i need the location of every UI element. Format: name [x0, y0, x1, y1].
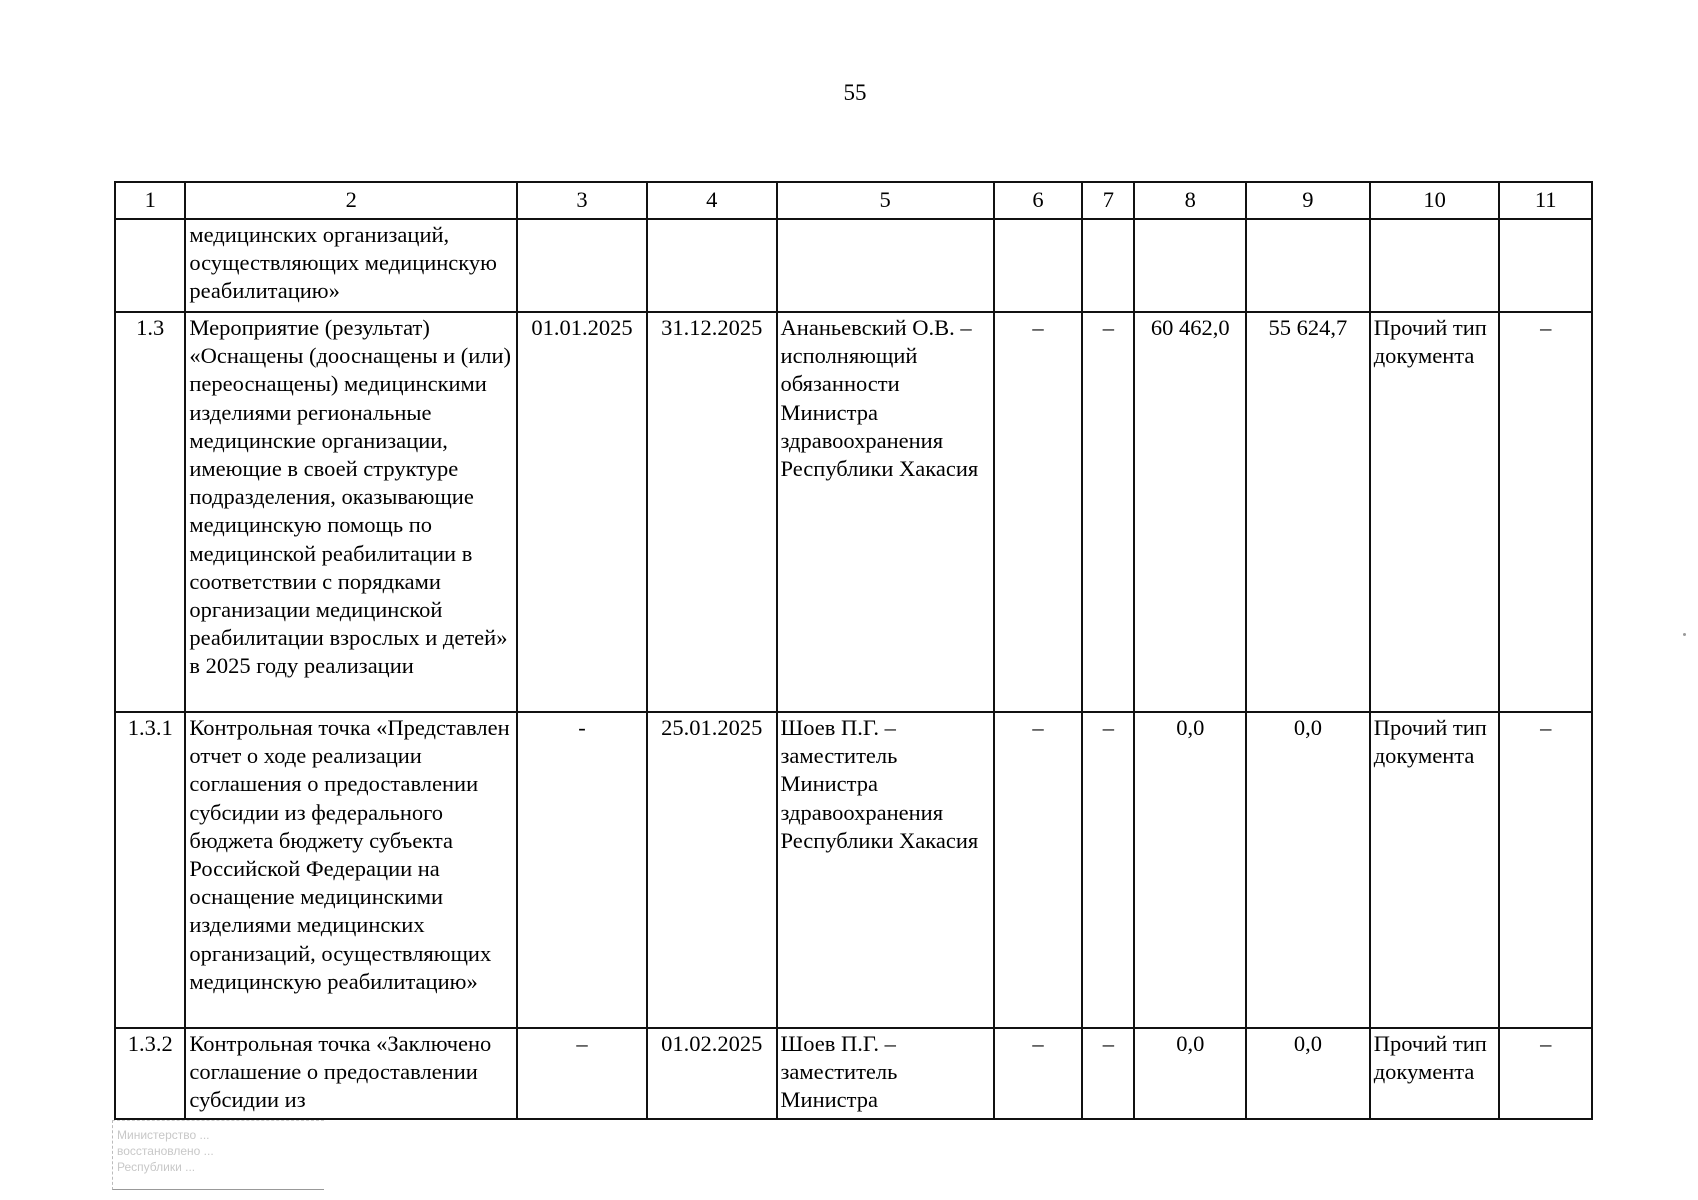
row-number: 1.3.1	[115, 712, 185, 1028]
row-doc-type: Прочий тип документа	[1370, 1028, 1500, 1119]
row-col7: –	[1082, 1028, 1134, 1119]
header-row	[115, 182, 1592, 219]
row-responsible: Шоев П.Г. – заместитель Министра	[777, 1028, 994, 1119]
row-name: Контрольная точка «Представлен отчет о ходе реализации соглашения о предоставлении субсидии из федерального бюджета бюджету субъекта Российской Федерации на оснащение медицинскими изделиями медицинских организаций, осуществляющих медицинскую реабилитацию»	[185, 712, 517, 1028]
row-doc-type: Прочий тип документа	[1370, 312, 1500, 712]
row-col9: 0,0	[1246, 1028, 1370, 1119]
header-cell: 11	[1499, 182, 1592, 219]
row-number	[115, 219, 185, 312]
table-row	[115, 219, 1592, 312]
row-col8: 0,0	[1134, 1028, 1246, 1119]
faded-stamp	[112, 1120, 324, 1190]
row-doc-type	[1370, 219, 1500, 312]
row-responsible: Ананьевский О.В. – исполняющий обязанности Министра здравоохранения Республики Хакасия	[777, 312, 994, 712]
row-col8: 60 462,0	[1134, 312, 1246, 712]
row-col11: –	[1499, 1028, 1592, 1119]
stamp-line: Республики ...	[117, 1160, 196, 1174]
row-col9: 55 624,7	[1246, 312, 1370, 712]
header-cell: 3	[517, 182, 647, 219]
scan-speck	[1683, 633, 1686, 636]
events-table	[114, 181, 1593, 1120]
row-col11: –	[1499, 312, 1592, 712]
header-cell: 9	[1246, 182, 1370, 219]
row-name: медицинских организаций, осуществляющих медицинскую реабилитацию»	[185, 219, 517, 312]
table-row	[115, 1028, 1592, 1119]
row-col7: –	[1082, 312, 1134, 712]
row-responsible: Шоев П.Г. – заместитель Министра здравоохранения Республики Хакасия	[777, 712, 994, 1028]
header-cell: 8	[1134, 182, 1246, 219]
header-cell: 1	[115, 182, 185, 219]
row-col7: –	[1082, 712, 1134, 1028]
row-name: Контрольная точка «Заключено соглашение о предоставлении субсидии из	[185, 1028, 517, 1119]
row-col11: –	[1499, 712, 1592, 1028]
row-start-date: 01.01.2025	[517, 312, 647, 712]
row-end-date	[647, 219, 777, 312]
row-end-date: 31.12.2025	[647, 312, 777, 712]
row-responsible	[777, 219, 994, 312]
row-name: Мероприятие (результат) «Оснащены (дооснащены и (или) переоснащены) медицинскими изделиями региональные медицинские организации, имеющие в своей структуре подразделения, оказывающие медицинскую помощь по медицинской реабилитации в соответствии с порядками организации медицинской реабилитации взрослых и детей» в 2025 году реализации	[185, 312, 517, 712]
row-col11	[1499, 219, 1592, 312]
header-cell: 7	[1082, 182, 1134, 219]
row-start-date: -	[517, 712, 647, 1028]
row-col9: 0,0	[1246, 712, 1370, 1028]
header-cell: 5	[777, 182, 994, 219]
header-cell: 6	[994, 182, 1082, 219]
row-end-date: 25.01.2025	[647, 712, 777, 1028]
row-col7	[1082, 219, 1134, 312]
row-col6: –	[994, 312, 1082, 712]
stamp-line: восстановлено ...	[117, 1144, 214, 1158]
table-row	[115, 712, 1592, 1028]
row-end-date: 01.02.2025	[647, 1028, 777, 1119]
row-number: 1.3	[115, 312, 185, 712]
page-number: 55	[843, 80, 867, 105]
row-col6	[994, 219, 1082, 312]
stamp-line: Министерство ...	[117, 1128, 210, 1142]
row-col8: 0,0	[1134, 712, 1246, 1028]
row-start-date	[517, 219, 647, 312]
header-cell: 2	[185, 182, 517, 219]
row-number: 1.3.2	[115, 1028, 185, 1119]
row-start-date: –	[517, 1028, 647, 1119]
row-doc-type: Прочий тип документа	[1370, 712, 1500, 1028]
table-row	[115, 312, 1592, 712]
header-cell: 4	[647, 182, 777, 219]
row-col9	[1246, 219, 1370, 312]
row-col6: –	[994, 1028, 1082, 1119]
row-col6: –	[994, 712, 1082, 1028]
row-col8	[1134, 219, 1246, 312]
header-cell: 10	[1370, 182, 1500, 219]
